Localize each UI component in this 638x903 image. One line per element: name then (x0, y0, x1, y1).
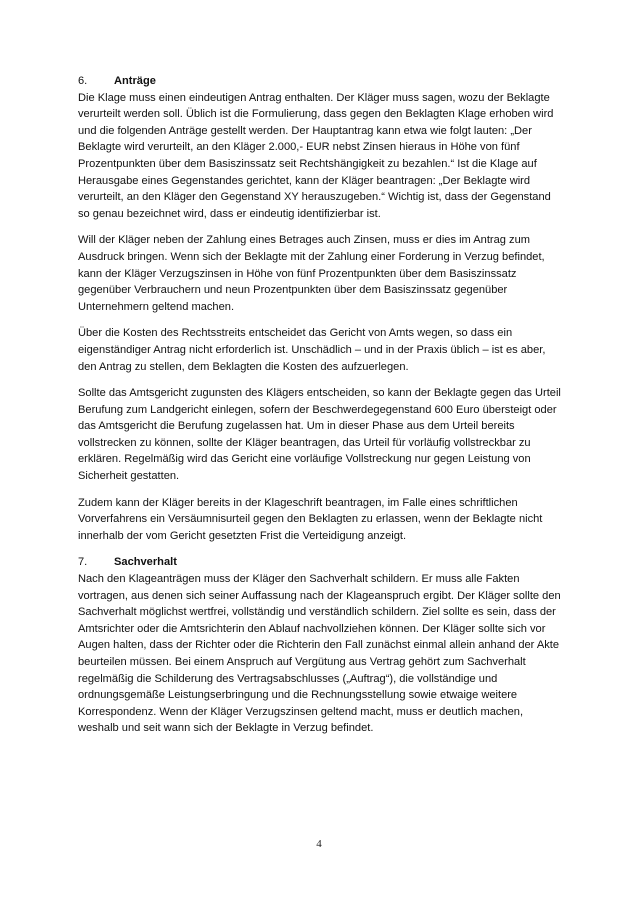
section-6-title: Anträge (114, 75, 156, 87)
section-7-title: Sachverhalt (114, 556, 177, 569)
section-6-paragraph-1: Die Klage muss einen eindeutigen Antrag enthalten. Der Kläger muss sagen, wozu der Beklagte verurteilt werden soll. Üblich ist die Formulierung, dass gegen den Beklagten Klage erhoben wird und die folgenden Anträge gestellt werden. Der Hauptantrag kann etwa wie folgt lauten: „Der Beklagte wird verurteilt, an den Kläger 2.000,- EUR nebst Zinsen hieraus in Höhe von fünf Prozentpunkten über dem Basiszinssatz seit Rechtshängigkeit zu bezahlen.“ Ist die Klage auf Herausgabe eines Gegenstandes gerichtet, kann der Kläger beantragen: „Der Beklagte wird verurteilt, an den Kläger den Gegenstand XY herauszugeben.“ Wichtig ist, dass der Gegenstand so genau bezeichnet wird, dass er eindeutig identifizierbar ist. (78, 91, 554, 220)
section-6-paragraph-3: Über die Kosten des Rechtsstreits entscheidet das Gericht von Amts wegen, so dass ein eigenständiger Antrag nicht erforderlich ist. Unschädlich – und in der Praxis üblich – ist es aber, den Antrag zu stellen, dem Beklagten die Kosten des aufzuerlegen. (78, 327, 546, 373)
section-6-paragraph-5: Zudem kann der Kläger bereits in der Klageschrift beantragen, im Falle eines schriftlichen Vorverfahrens ein Versäumnisurteil gegen den Beklagten zu erlassen, wenn der Beklagte nicht innerhalb der vom Gericht gesetzten Frist die Verteidigung anzeigt. (78, 496, 543, 542)
section-6-number: 6. (78, 75, 88, 87)
section-7-number: 7. (78, 556, 88, 569)
section-6-paragraph-4: Sollte das Amtsgericht zugunsten des Klägers entscheiden, so kann der Beklagte gegen das Urteil Berufung zum Landgericht einlegen, sofern der Beschwerdegegenstand 600 Euro übersteigt oder das Amtsgericht die Berufung zugelassen hat. Um in dieser Phase aus dem Urteil bereits vollstrecken zu können, sollte der Kläger beantragen, das Urteil für vorläufig vollstreckbar zu erklären. Regelmäßig wird das Gericht eine vorläufige Vollstreckung nur gegen Leistung von Sicherheit gestatten. (78, 387, 561, 483)
document-body (78, 73, 562, 737)
section-6-heading (78, 73, 562, 90)
section-7-heading (78, 554, 562, 571)
page-number: 4 (316, 838, 322, 850)
section-6-paragraph-2: Will der Kläger neben der Zahlung eines Betrages auch Zinsen, muss er dies im Antrag zum Ausdruck bringen. Wenn sich der Beklagte mit der Zahlung einer Forderung in Verzug befindet, kann der Kläger Verzugszinsen in Höhe von fünf Prozentpunkten über dem Basiszinssatz gegenüber Verbrauchern und neun Prozentpunkten über dem Basiszinssatz gegenüber Unternehmern geltend machen. (78, 234, 545, 313)
section-7-paragraph-1: Nach den Klageanträgen muss der Kläger den Sachverhalt schildern. Er muss alle Fakten vortragen, aus denen sich seiner Auffassung nach der Klageanspruch ergibt. Der Kläger sollte den Sachverhalt möglichst wertfrei, vollständig und verständlich schildern. Ziel sollte es sein, dass der Amtsrichter oder die Amtsrichterin den Ablauf nachvollziehen können. Der Kläger sollte sich vor Augen halten, dass der Richter oder die Richterin den Fall zunächst einmal allein anhand der Akte beurteilen müssen. Bei einem Anspruch auf Vergütung aus Vertrag gehört zum Sachverhalt regelmäßig die Schilderung des Vertragsabschlusses („Auftrag“), die vollständige und ordnungsgemäße Leistungserbringung und die Rechnungsstellung sowie etwaige weitere Korrespondenz. Wenn der Kläger Verzugszinsen geltend macht, muss er deutlich machen, weshalb und seit wann sich der Beklagte in Verzug befindet. (78, 573, 561, 735)
